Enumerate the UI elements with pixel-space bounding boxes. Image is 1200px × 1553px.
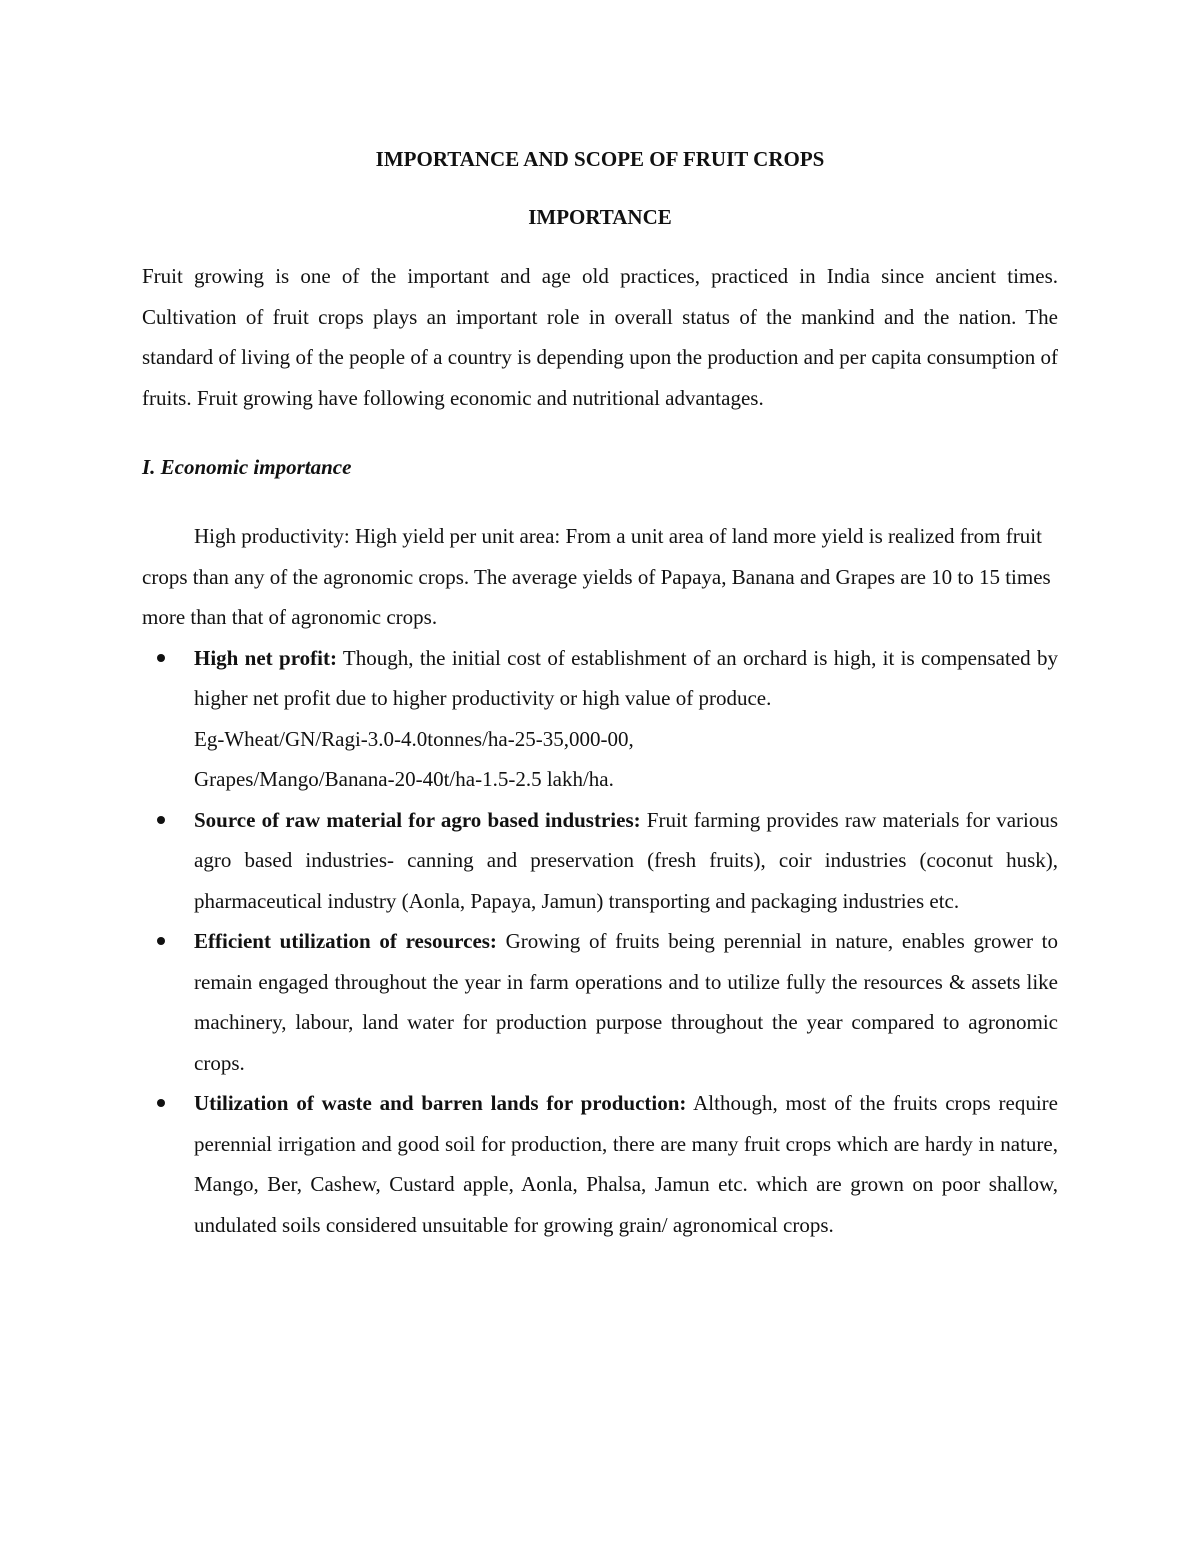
list-item-waste-lands: [142, 1083, 1058, 1245]
page-title: IMPORTANCE AND SCOPE OF FRUIT CROPS: [375, 147, 825, 171]
high-productivity-paragraph: High productivity: High yield per unit area: From a unit area of land more yield is realized from fruit crops than any of the agronomic crops. The average yields of Papaya, Banana and Grapes are 10 to 15 times more than that of agronomic crops.: [142, 524, 1051, 629]
list-item-text: Fruit farming provides raw materials for various agro based industries- canning and preservation (fresh fruits), coir industries (coconut husk), pharmaceutical industry (Aonla, Papaya, Jamun) transporting and packaging industries etc.: [194, 807, 1059, 913]
list-item-text: Growing of fruits being perennial in nature, enables grower to remain engaged throughout the year in farm operations and to utilize fully the resources & assets like machinery, labour, land water for production purpose throughout the year compared to agronomic crops.: [194, 929, 1059, 1075]
example-line-agronomic: Eg-Wheat/GN/Ragi-3.0-4.0tonnes/ha-25-35,000-00,: [194, 726, 634, 751]
example-line-fruit: Grapes/Mango/Banana-20-40t/ha-1.5-2.5 lakh/ha.: [194, 767, 614, 791]
list-item-text: Although, most of the fruits crops require perennial irrigation and good soil for production, there are many fruit crops which are hardy in nature, Mango, Ber, Cashew, Custard apple, Aonla, Phalsa, Jamun etc. which are grown on poor shallow, undulated soils considered unsuitable for growing grain/ agronomical crops.: [194, 1091, 1058, 1237]
list-item-title: Source of raw material for agro based industries:: [194, 807, 641, 832]
list-item-title: High net profit:: [194, 645, 337, 670]
list-item-efficient-utilization: [142, 921, 1058, 1083]
section-title-importance: IMPORTANCE: [528, 205, 672, 229]
list-item-title: Efficient utilization of resources:: [194, 929, 497, 953]
list-item-high-net-profit: [142, 638, 1058, 800]
bullet-icon: [157, 1099, 165, 1107]
list-item-raw-material: [142, 800, 1058, 922]
bullet-icon: [157, 654, 165, 662]
bullet-icon: [157, 937, 165, 945]
economic-importance-heading: I. Economic importance: [142, 455, 352, 479]
list-item-title: Utilization of waste and barren lands for production:: [194, 1091, 687, 1115]
intro-paragraph: Fruit growing is one of the important and age old practices, practiced in India since ancient times. Cultivation of fruit crops plays an important role in overall status of the mankind and the nation. The standard of living of the people of a country is depending upon the production and per capita consumption of fruits. Fruit growing have following economic and nutritional advantages.: [142, 264, 1058, 410]
list-item-text: Though, the initial cost of establishment of an orchard is high, it is compensated by higher net profit due to higher productivity or high value of produce.: [194, 645, 1058, 710]
advantages-list: [142, 638, 1058, 1246]
bullet-icon: [157, 816, 165, 824]
